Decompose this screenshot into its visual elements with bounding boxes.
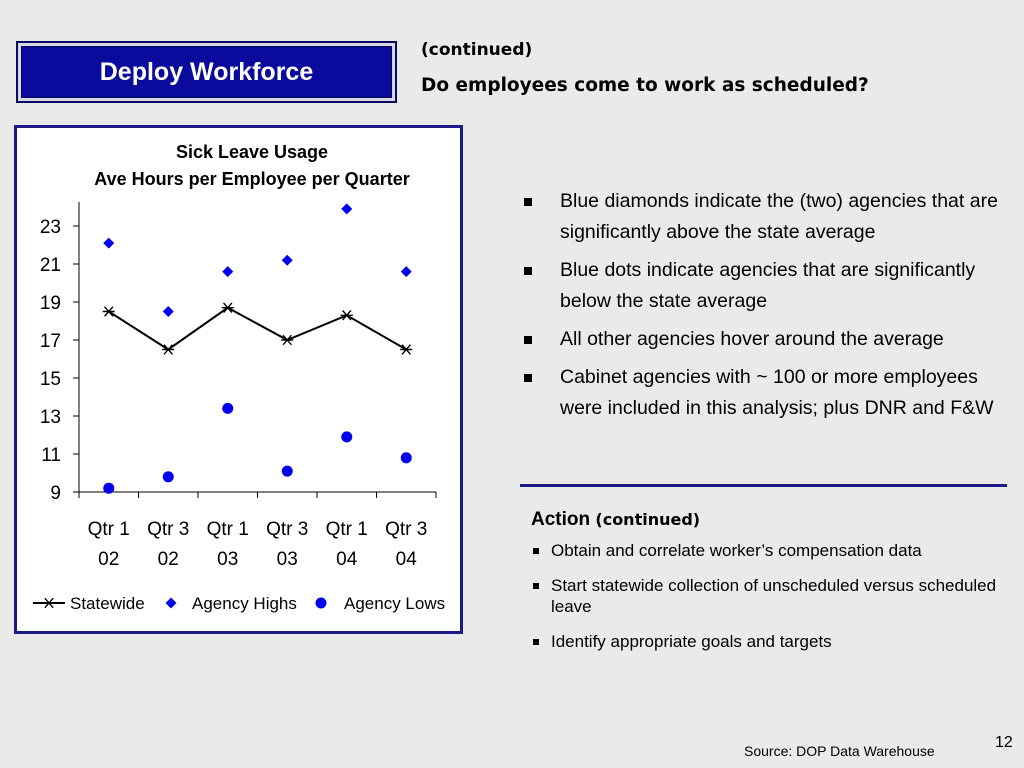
action-continued: (continued) [595, 510, 701, 529]
x-tick-label: 02 [98, 549, 120, 570]
chart-title: Sick Leave Usage [175, 142, 329, 162]
agency-lows-point [401, 452, 412, 463]
agency-highs-point [163, 306, 174, 317]
title-box [16, 41, 397, 103]
y-tick-label: 9 [50, 483, 61, 504]
x-tick-label: Qtr 1 [325, 519, 368, 540]
x-tick-label: 04 [336, 549, 358, 570]
y-tick-label: 19 [39, 293, 61, 314]
statewide-line [109, 308, 407, 350]
x-tick-label: Qtr 3 [385, 519, 428, 540]
agency-highs-point [222, 266, 233, 277]
sick-leave-chart [17, 128, 460, 631]
agency-lows-point [103, 483, 114, 494]
agency-highs-point [103, 238, 114, 249]
square-bullet-icon [533, 639, 539, 645]
legend-lows-icon [316, 598, 327, 609]
agency-lows-point [282, 466, 293, 477]
square-bullet-icon [533, 548, 539, 554]
legend-highs-icon [166, 598, 177, 609]
x-tick-label: Qtr 1 [206, 519, 249, 540]
square-bullet-icon [524, 267, 532, 275]
legend-label: Agency Lows [344, 594, 446, 613]
finding-item: Cabinet agencies with ~ 100 or more employees were included in this analysis; plus DNR and F&W [520, 362, 1010, 424]
findings-list [520, 186, 1010, 431]
page-question: Do employees come to work as scheduled? [421, 75, 869, 96]
x-tick-label: 02 [157, 549, 179, 570]
finding-item: Blue dots indicate agencies that are significantly below the state average [520, 255, 1010, 317]
square-bullet-icon [524, 198, 532, 206]
y-tick-label: 21 [39, 255, 61, 276]
action-list [531, 540, 1011, 666]
square-bullet-icon [533, 583, 539, 589]
action-heading [531, 509, 700, 531]
agency-lows-point [163, 471, 174, 482]
source-note: Source: DOP Data Warehouse [744, 743, 935, 759]
action-item: Identify appropriate goals and targets [531, 631, 1011, 652]
legend-label: Agency Highs [192, 594, 297, 613]
y-tick-label: 23 [39, 217, 61, 238]
action-item: Start statewide collection of unscheduled versus scheduled leave [531, 575, 1011, 617]
finding-item: Blue diamonds indicate the (two) agencies that are significantly above the state average [520, 186, 1010, 248]
agency-highs-point [282, 255, 293, 266]
legend-statewide-icon [43, 598, 55, 608]
x-tick-label: Qtr 1 [87, 519, 130, 540]
square-bullet-icon [524, 336, 532, 344]
agency-lows-point [222, 403, 233, 414]
page-number: 12 [995, 734, 1013, 751]
x-tick-label: 03 [276, 549, 298, 570]
y-tick-label: 17 [39, 331, 61, 352]
action-title: Action [531, 509, 591, 530]
x-tick-label: Qtr 3 [147, 519, 190, 540]
y-tick-label: 11 [41, 445, 61, 466]
continued-label: (continued) [421, 40, 533, 60]
x-tick-label: 04 [395, 549, 417, 570]
y-tick-label: 13 [39, 407, 61, 428]
agency-highs-point [401, 266, 412, 277]
x-tick-label: Qtr 3 [266, 519, 309, 540]
chart-subtitle: Ave Hours per Employee per Quarter [94, 169, 410, 189]
y-tick-label: 15 [39, 369, 61, 390]
x-tick-label: 03 [217, 549, 239, 570]
square-bullet-icon [524, 374, 532, 382]
finding-item: All other agencies hover around the average [520, 324, 1010, 355]
agency-highs-point [341, 203, 352, 214]
section-divider [520, 484, 1007, 487]
page-title: Deploy Workforce [99, 57, 314, 86]
chart-panel [14, 125, 463, 634]
action-item: Obtain and correlate worker’s compensation data [531, 540, 1011, 561]
legend-label: Statewide [70, 594, 145, 613]
agency-lows-point [341, 431, 352, 442]
